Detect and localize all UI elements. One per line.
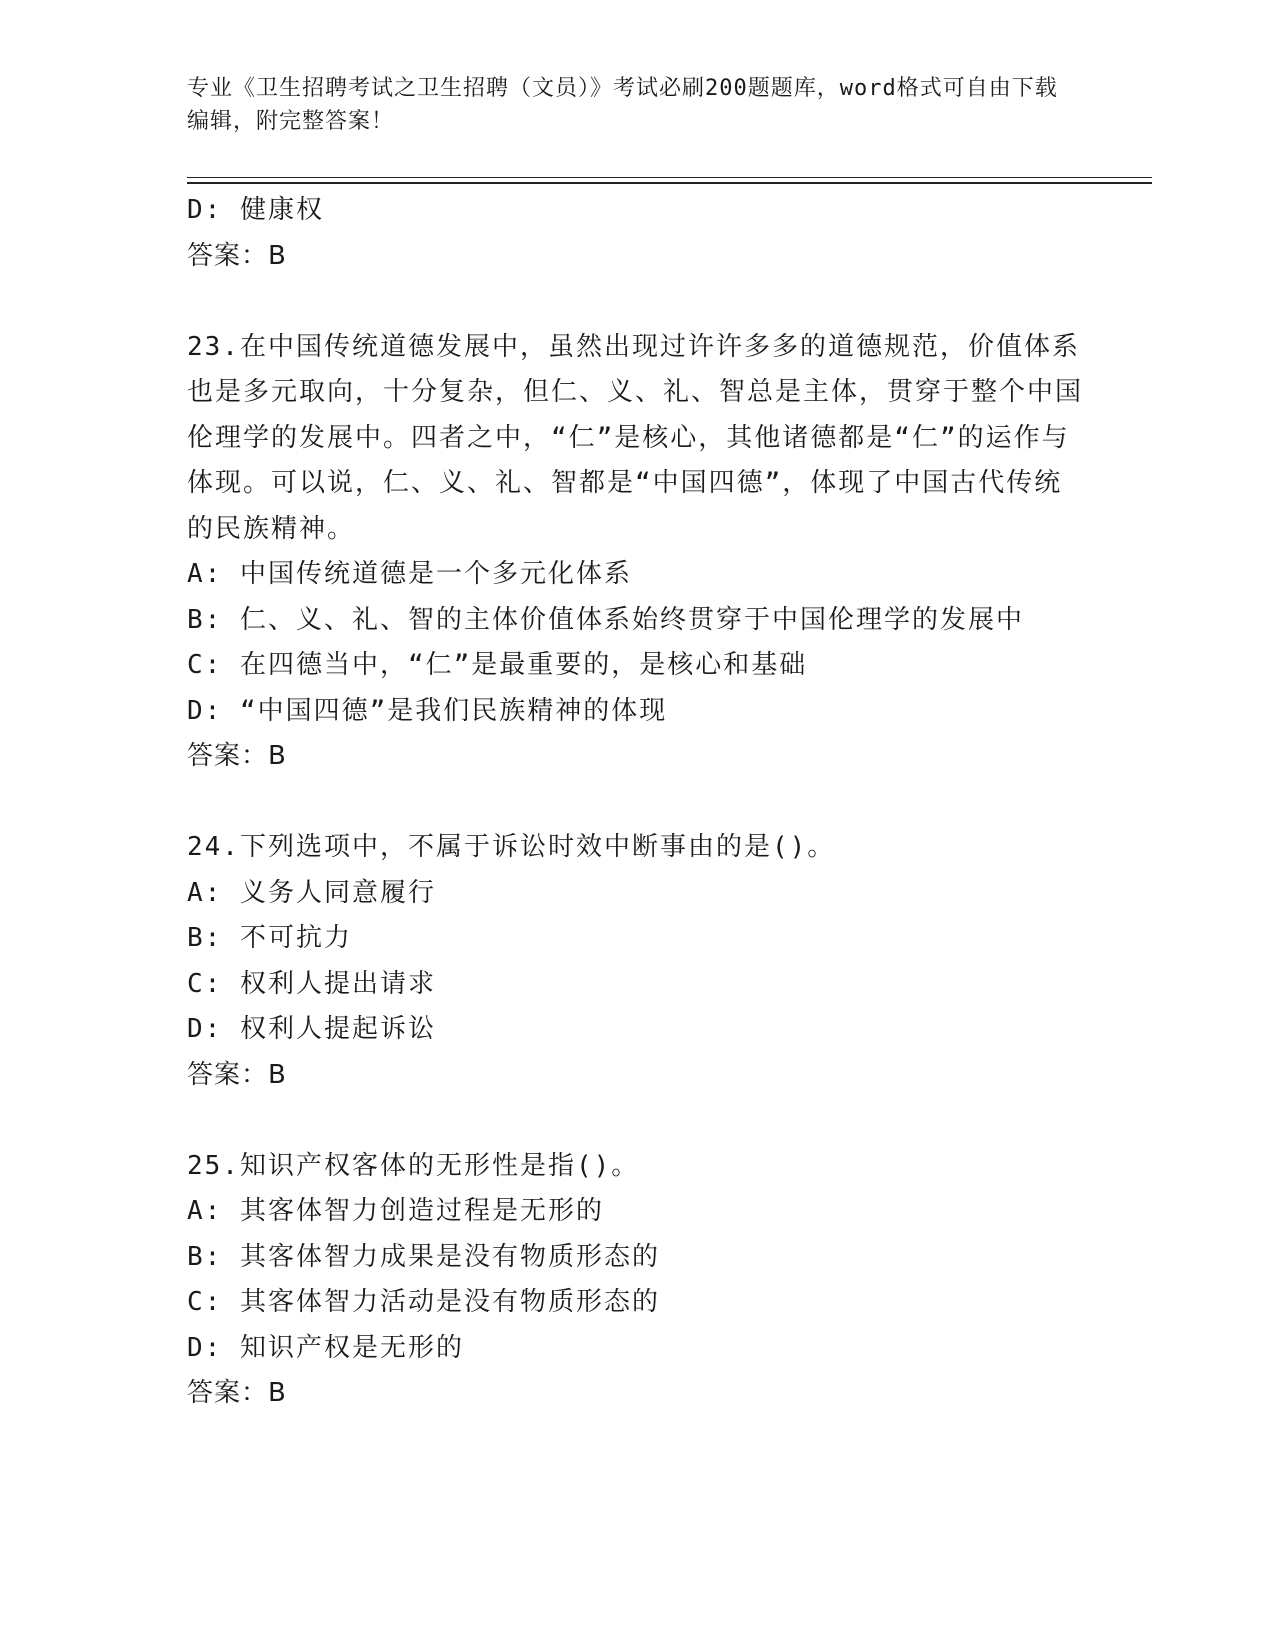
q23-answer: 答案：B xyxy=(187,741,287,771)
spacer xyxy=(187,780,1087,826)
spacer xyxy=(187,1098,1087,1144)
q24-option-d: D: 权利人提起诉讼 xyxy=(187,1014,436,1044)
q23-option-b: B: 仁、义、礼、智的主体价值体系始终贯穿于中国伦理学的发展中 xyxy=(187,604,1024,635)
page-header: 专业《卫生招聘考试之卫生招聘（文员）》考试必刷200题题库，word格式可自由下载编辑，附完整答案！ xyxy=(187,76,1058,134)
q25-stem: 25.知识产权客体的无形性是指()。 xyxy=(187,1150,640,1181)
q24-option-c: C: 权利人提出请求 xyxy=(187,968,436,999)
q23-option-d: D: “中国四德”是我们民族精神的体现 xyxy=(187,695,668,726)
q24-option-a: A: 义务人同意履行 xyxy=(187,877,436,908)
q25-option-c: C: 其客体智力活动是没有物质形态的 xyxy=(187,1287,660,1317)
question-content xyxy=(187,188,1087,1417)
q23-option-c: C: 在四德当中，“仁”是最重要的，是核心和基础 xyxy=(187,650,808,680)
header-rule-thick xyxy=(187,182,1152,184)
header-rule-thin xyxy=(187,177,1152,178)
q24-answer: 答案：B xyxy=(187,1059,287,1090)
q23-stem: 23.在中国传统道德发展中，虽然出现过许许多多的道德规范，价值体系也是多元取向，十分复杂，但仁、义、礼、智总是主体，贯穿于整个中国伦理学的发展中。四者之中，“仁”是核心，其他诸德都是“仁”的运作与体现。可以说，仁、义、礼、智都是“中国四德”，体现了中国古代传统的民族精神。 xyxy=(187,331,1084,544)
q25-answer: 答案：B xyxy=(187,1378,287,1408)
q25-option-a: A: 其客体智力创造过程是无形的 xyxy=(187,1196,604,1226)
q24-option-b: B: 不可抗力 xyxy=(187,923,352,953)
prev-option-d: D: 健康权 xyxy=(187,195,324,225)
q23-option-a: A: 中国传统道德是一个多元化体系 xyxy=(187,559,632,589)
spacer xyxy=(187,279,1087,325)
q24-stem: 24.下列选项中，不属于诉讼时效中断事由的是()。 xyxy=(187,832,836,862)
q25-option-d: D: 知识产权是无形的 xyxy=(187,1332,464,1363)
prev-answer: 答案：B xyxy=(187,240,287,271)
q25-option-b: B: 其客体智力成果是没有物质形态的 xyxy=(187,1241,660,1272)
